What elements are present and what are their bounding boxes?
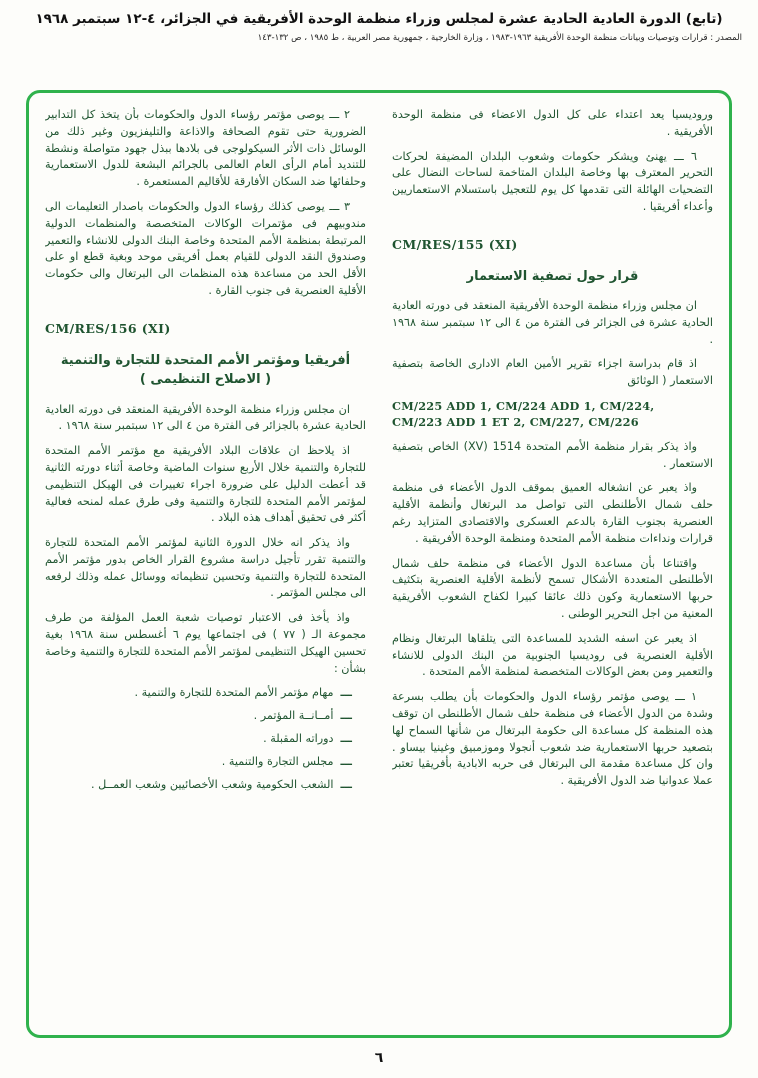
list-item-text: مجلس التجارة والتنمية . xyxy=(221,754,334,768)
para-item-6: ٦ ـــ يهنئ ويشكر حكومات وشعوب البلدان المضيفة لحركات التحرير المعترف بها وخاصة البلدان المتاخمة لساحات النضال على التضحيات الهائلة التى تقدمها كل يوم للتعجيل باستسلام الاستعماريين وأعداء أفريقيا . xyxy=(392,149,713,213)
document-refs-line2: CM/223 ADD 1 ET 2, CM/227, CM/226 xyxy=(392,415,639,430)
list-item xyxy=(45,777,352,794)
topics-list xyxy=(45,685,366,793)
para-recall-1514: واذ يذكر بقرار منظمة الأمم المتحدة 1514 (XV) الخاص بتصفية الاستعمار . xyxy=(392,439,713,470)
page-number: ٦ xyxy=(374,1050,384,1066)
resolution-title-156-line1: أفريقيا ومؤتمر الأمم المتحدة للتجارة والتنمية xyxy=(60,352,351,368)
resolution-title-155: قرار حول تصفية الاستعمار xyxy=(466,268,639,284)
list-item xyxy=(45,708,352,725)
list-item-text: مهام مؤتمر الأمم المتحدة للتجارة والتنمية . xyxy=(134,686,334,700)
document-refs-line1: CM/225 ADD 1, CM/224 ADD 1, CM/224, xyxy=(392,399,655,414)
list-item xyxy=(45,731,352,748)
list-dash-bullet: ـــ xyxy=(340,686,352,700)
list-item-text: أمــانــة المؤتمر . xyxy=(253,709,334,723)
column-right xyxy=(392,107,713,1021)
para-item-2: ٢ ـــ يوصى مؤتمر رؤساء الدول والحكومات بأن يتخذ كل التدابير الضرورية حتى تقوم الصحافة والاذاعة والتليفزيون وغير ذلك من الوسائل ذات الأثر السيكولوجى فى بلادها ببذل جهود متواصلة ونشطة للتنديد أمام الرأى العام العالمى بالجرائم البشعة للدول الاستعمارية وحلفائها ضد السكان الأفارقة للأقاليم المستعمرة . xyxy=(45,108,366,189)
list-item xyxy=(45,685,352,702)
para-regret: اذ يعبر عن اسفه الشديد للمساعدة التى يتلقاها البرتغال ونظام الأقلية العنصرية فى روديسيا الجنوبية من البنك الدولى للانشاء والتعمير ومن بعض الوكالات المتخصصة لمنظمة الأمم المتحدة . xyxy=(392,631,713,679)
resolution-ref-156: CM/RES/156 (XI) xyxy=(45,320,171,336)
document-border-frame xyxy=(26,90,732,1038)
document-refs xyxy=(392,398,713,431)
resolution-ref-155: CM/RES/155 (XI) xyxy=(392,236,518,252)
para-noting: اذ يلاحظ ان علاقات البلاد الأفريقية مع مؤتمر الأمم المتحدة للتجارة والتنمية خلال الأربع سنوات الماضية وخاصة أثناء دورته الثانية قد أعطت الدليل على ضرورة اجراء تغييرات فى الهيكل التنظيمى لمؤتمر الأمم المتحدة للتجارة والتنمية وفى طرق عمله لمنحه فعالية أكثر فى تحقيق أهداف هذه البلاد . xyxy=(45,444,366,525)
list-item xyxy=(45,754,352,771)
page-header-title: (تابع) الدورة العادية الحادية عشرة لمجلس وزراء منظمة الوحدة الأفريقية في الجزائر، ٤-١٢ سبتمبر ١٩٦٨ xyxy=(35,11,723,27)
para-rhodesia-continuation: وروديسيا يعد اعتداء على كل الدول الاعضاء فى منظمة الوحدة الأفريقية . xyxy=(392,108,713,138)
para-considering: واذ يأخذ فى الاعتبار توصيات شعبة العمل المؤلفة من طرف مجموعة الـ ( ٧٧ ) فى اجتماعها يوم ٦ أغسطس سنة ١٩٦٨ بغية تحسين الهيكل التنظيمى لمؤتمر الأمم المتحدة للتجارة والتنمية وخاصة بشأن : xyxy=(45,611,366,675)
list-dash-bullet: ـــ xyxy=(340,754,352,768)
resolution-title-156 xyxy=(45,351,366,390)
para-documents-intro: اذ قام بدراسة اجزاء تقرير الأمين العام الادارى الخاصة بتصفية الاستعمار ( الوثائق xyxy=(392,357,713,388)
para-conviction: واقتناعا بأن مساعدة الدول الأعضاء فى منظمة حلف شمال الأطلنطى المتعددة الأشكال تسمح لأنظمة الأقلية العنصرية بتكثيف حربها الاستعمارية وكون ذلك عائقا كبيرا لكفاح الشعوب الأفريقية المعنية من اجل التحرير الوطنى . xyxy=(392,556,713,620)
para-item-3: ٣ ـــ يوصى كذلك رؤساء الدول والحكومات باصدار التعليمات الى مندوبيهم فى مؤتمرات الوكالات المتخصصة والمنظمات الدولية المرتبطة بمنظمة الأمم المتحدة وخاصة البنك الدولى للانشاء والتعمير وصندوق النقد الدولى للقيام بعمل أفريقى موحد وبغية قطع او على الأقل الحد من مساعدة هذه المنظمات الى البرتغال والى حكومات الأقلية العنصرية فى جنوب القارة . xyxy=(45,199,366,297)
resolution-title-156-line2: ( الاصلاح التنظيمى ) xyxy=(139,372,272,388)
list-dash-bullet: ـــ xyxy=(340,732,352,746)
list-dash-bullet: ـــ xyxy=(340,777,352,791)
page-header-source: المصدر : قرارات وتوصيات وبيانات منظمة الوحدة الأفريقية ١٩٦٣-١٩٨٣ ، وزارة الخارجية ، جمهورية مصر العربية ، ط ١٩٨٥ ، ص ١٣٢-١٤٣ xyxy=(257,32,742,43)
para-opening-156: ان مجلس وزراء منظمة الوحدة الأفريقية المنعقد فى دورته العادية الحادية عشرة بالجزائر فى الفترة من ٤ الى ١٢ سبتمبر سنة ١٩٦٨ . xyxy=(45,402,366,433)
two-column-layout xyxy=(45,107,713,1021)
para-nato-concern: واذ يعبر عن انشغاله العميق بموقف الدول الأعضاء فى منظمة حلف شمال الأطلنطى التى تواصل مد البرتغال وأنظمة الأقلية العنصرية بجنوب القارة بالدعم العسكرى والاقتصادى المتزايد رغم قرارات ونداءات منظمة الأمم المتحدة ومنظمة الوحدة الأفريقية . xyxy=(392,481,713,545)
para-item-1: ١ ـــ يوصى مؤتمر رؤساء الدول والحكومات بأن يطلب بسرعة وشدة من الدول الأعضاء فى منظمة حلف شمال الأطلنطى ان توقف هذه المنظمة كل مساعدة الى حكومة البرتغال من شأنها السماح لها بتصعيد حربها الاستعمارية ضد شعوب أنجولا وموزمبيق وغينيا بيساو . وان كل مساعدة مقدمة الى البرتغال فى حربه الابادية بأفريقيا تعتبر عملا عدوانيا ضد الدول الأفريقية . xyxy=(392,690,713,788)
column-left xyxy=(45,107,366,1021)
para-recalling: واذ يذكر انه خلال الدورة الثانية لمؤتمر الأمم المتحدة للتجارة والتنمية تقرر تأجيل دراسة مشروع القرار الخاص بدور مؤتمر الأمم المتحدة للتجارة والتنمية وتحسين تنظيماته ووسائل عمله وذلك لرفعه الى مجلس المؤتمر . xyxy=(45,536,366,600)
page-header xyxy=(0,0,758,44)
list-item-text: دوراته المقبلة . xyxy=(263,732,334,746)
para-opening-155: ان مجلس وزراء منظمة الوحدة الأفريقية المنعقد فى دورته العادية الحادية عشرة فى الجزائر فى الفترة من ٤ الى ١٢ سبتمبر سنة ١٩٦٨ . xyxy=(392,299,713,346)
list-dash-bullet: ـــ xyxy=(340,709,352,723)
list-item-text: الشعب الحكومية وشعب الأخصائيين وشعب العمــل . xyxy=(91,777,334,791)
